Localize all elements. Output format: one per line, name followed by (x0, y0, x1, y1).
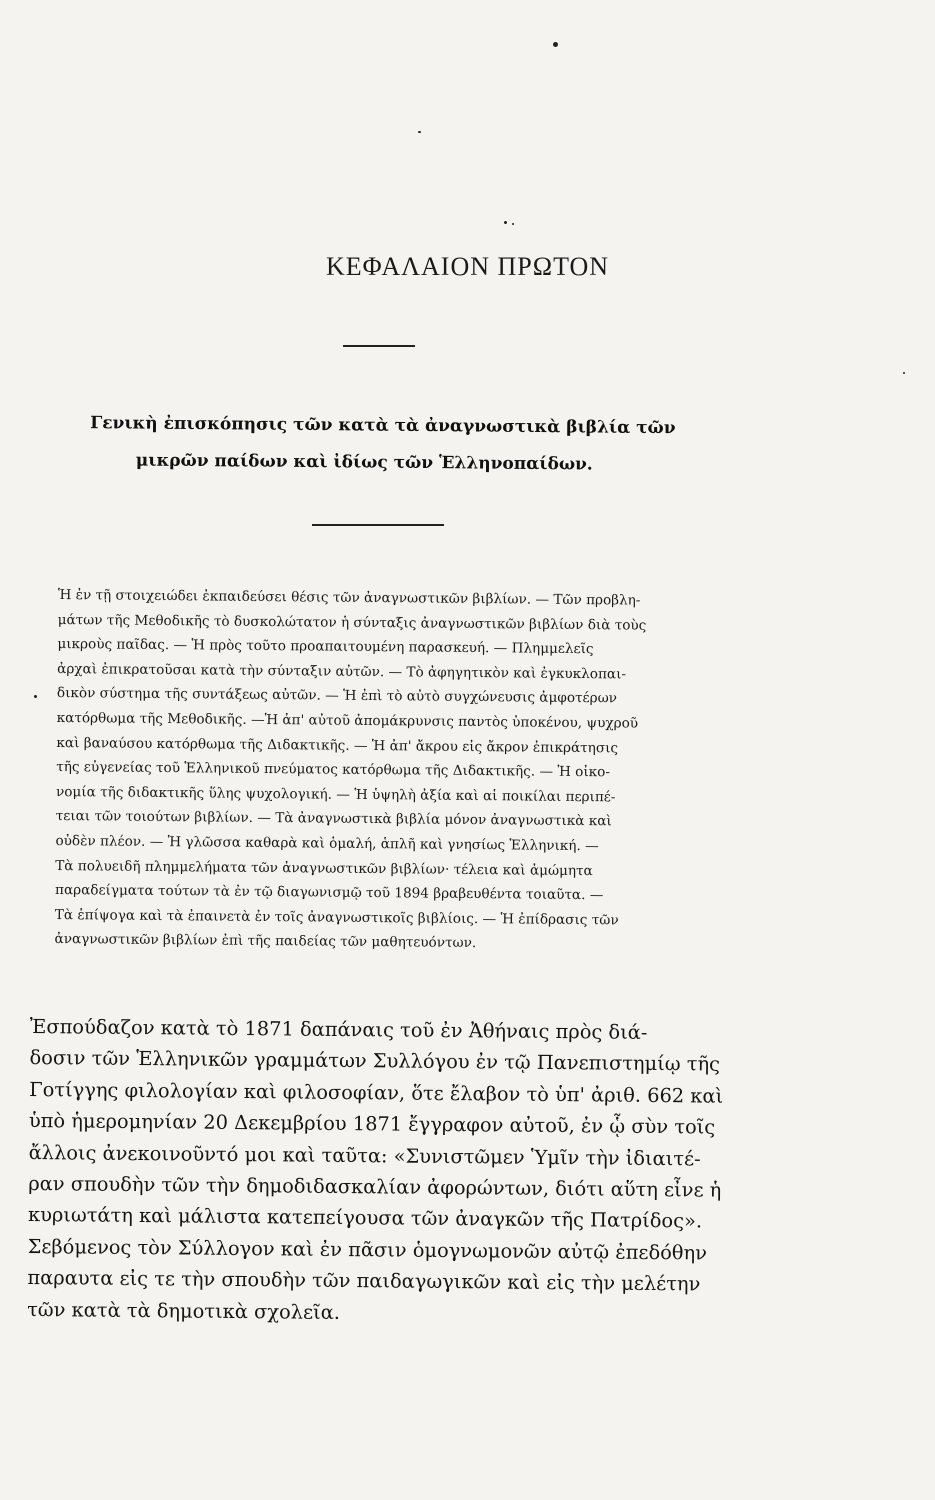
summary-line: οὐδὲν πλέον. — Ἡ γλῶσσα καθαρὰ καὶ ὁμαλή, ἁπλῆ καὶ γνησίως Ἑλληνική. — (55, 832, 599, 855)
body-line: δοσιν τῶν Ἑλληνικῶν γραμμάτων Συλλόγου ἐν τῷ Πανεπιστημίῳ τῆς (29, 1046, 721, 1077)
ink-speck (512, 223, 514, 225)
summary-line: τειαι τῶν τοιούτων βιβλίων. — Τὰ ἀναγνωστικὰ βιβλία μόνον ἀναγνωστικὰ καὶ (55, 808, 612, 830)
summary-line: Τὰ ἐπίψογα καὶ τὰ ἐπαινετὰ ἐν τοῖς ἀναγνωστικοῖς βιβλίοις. — Ἡ ἐπίδρασις τῶν (54, 906, 619, 929)
chapter-heading (90, 405, 751, 485)
ink-speck (504, 221, 507, 224)
body-line: παραυτα εἰς τε τὴν σπουδὴν τῶν παιδαγωγικῶν καὶ εἰς τὴν μελέτην (27, 1266, 701, 1296)
body-line: κυριωτάτη καὶ μάλιστα κατεπείγουσα τῶν ἀναγκῶν τῆς Πατρίδος». (27, 1203, 703, 1233)
body-line: ραν σπουδὴν τῶν τὴν δημοδιδασκαλίαν ἀφορώντων, διότι αὕτη εἶνε ἡ (28, 1172, 722, 1202)
summary-line: μικροὺς παῖδας. — Ἡ πρὸς τοῦτο προαπαιτουμένη παρασκευή. — Πλημμελεῖς (57, 636, 594, 658)
body-line: ὑπὸ ἡμερομηνίαν 20 Δεκεμβρίου 1871 ἔγγραφον αὐτοῦ, ἐν ᾧ σὺν τοῖς (28, 1109, 716, 1139)
heading-line: Γενικὴ ἐπισκόπησις τῶν κατὰ τὰ ἀναγνωστικὰ βιβλία τῶν (90, 413, 676, 439)
heading-divider (312, 524, 444, 526)
summary-line: κατόρθωμα τῆς Μεθοδικῆς. —Ἡ ἀπ' αὐτοῦ ἀπομάκρυνσις παντὸς ὑποκένου, ψυχροῦ (56, 709, 639, 732)
heading-line: μικρῶν παίδων καὶ ἰδίως τῶν Ἑλληνοπαίδων. (135, 450, 593, 475)
title-divider (343, 345, 415, 347)
body-line: Γοτίγγης φιλολογίαν καὶ φιλοσοφίαν, ὅτε ἔλαβον τὸ ὑπ' ἀριθ. 662 καὶ (29, 1077, 724, 1108)
body-line: τῶν κατὰ τὰ δημοτικὰ σχολεῖα. (27, 1297, 341, 1324)
summary-line: παραδείγματα τούτων τὰ ἐν τῷ διαγωνισμῷ τοῦ 1894 βραβευθέντα τοιαῦτα. — (54, 882, 604, 904)
summary-line: καὶ βαναύσου κατόρθωμα τῆς Διδακτικῆς. — Ἡ ἀπ' ἄκρου εἰς ἄκρον ἐπικράτησις (56, 734, 619, 756)
summary-line: δικὸν σύστημα τῆς συντάξεως αὐτῶν. — Ἡ ἐπὶ τὸ αὐτὸ συγχώνευσις ἀμφοτέρων (56, 685, 618, 707)
body-line: Σεβόμενος τὸν Σύλλογον καὶ ἐν πᾶσιν ὁμογνωμονῶν αὐτῷ ἐπεδόθην (27, 1234, 708, 1265)
summary-line: Ἡ ἐν τῇ στοιχειώδει ἐκπαιδεύσει θέσις τῶν ἀναγνωστικῶν βιβλίων. — Τῶν προβλη- (57, 586, 641, 609)
chapter-summary (54, 583, 728, 958)
summary-line: ἀρχαὶ ἐπικρατοῦσαι κατὰ τὴν σύνταξιν αὐτῶν. — Τὸ ἀφηγητικὸν καὶ ἐγκυκλοπαι- (57, 660, 627, 683)
body-line: ἄλλοις ἀνεκοινοῦντό μοι καὶ ταῦτα: «Συνιστῶμεν Ὑμῖν τὴν ἰδιαιτέ- (28, 1140, 701, 1171)
summary-line: νομία τῆς διδακτικῆς ὕλης ψυχολογική. — Ἡ ὑψηλὴ ἀξία καὶ αἱ ποικίλαι περιπέ- (55, 783, 616, 806)
body-text (27, 1011, 730, 1332)
body-line: Ἐσπούδαζον κατὰ τὸ 1871 δαπάναις τοῦ ἐν Ἀθήναις πρὸς διά- (29, 1014, 648, 1044)
ink-speck (553, 42, 558, 47)
summary-line: μάτων τῆς Μεθοδικῆς τὸ δυσκολώτατον ἡ σύνταξις ἀναγνωστικῶν βιβλίων διὰ τοὺς (57, 611, 647, 634)
summary-line: ἀναγνωστικῶν βιβλίων ἐπὶ τῆς παιδείας τῶν μαθητευόντων. (54, 931, 477, 952)
chapter-title: ΚΕΦΑΛΑΙΟΝ ΠΡΩΤΟΝ (325, 252, 610, 281)
summary-line: Τὰ πολυειδῆ πλημμελήματα τῶν ἀναγνωστικῶν βιβλίων· τέλεια καὶ ἀμώμητα (55, 857, 593, 879)
ink-speck (903, 372, 905, 374)
ink-speck (418, 131, 421, 133)
ink-speck (34, 695, 37, 698)
summary-line: τῆς εὐγενείας τοῦ Ἑλληνικοῦ πνεύματος κατόρθωμα τῆς Διδακτικῆς. — Ἡ οἰκο- (56, 759, 611, 781)
